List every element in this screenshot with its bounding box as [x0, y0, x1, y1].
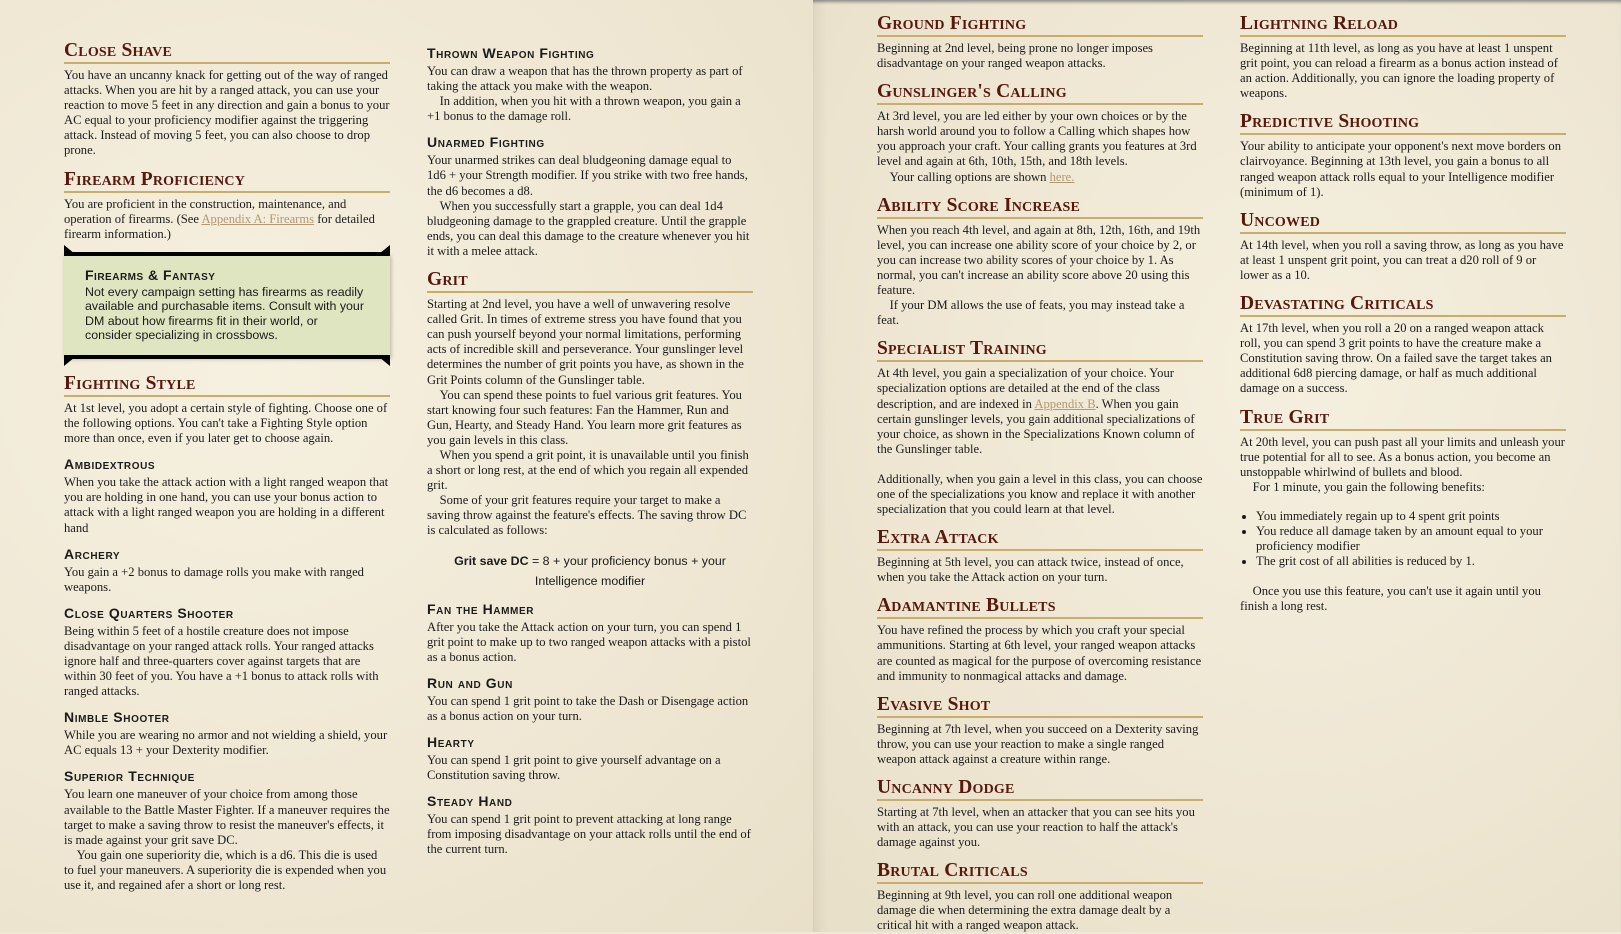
heading-fan-the-hammer: Fan the Hammer [427, 600, 535, 617]
heading-specialist-training: Specialist Training [877, 338, 1203, 362]
paragraph [427, 448, 753, 493]
note-title: Firearms & Fantasy [85, 266, 216, 283]
list-item: • You immediately regain up to 4 spent grit points [1256, 509, 1566, 524]
paragraph [427, 64, 753, 94]
paragraph [427, 753, 753, 783]
paragraph [877, 722, 1203, 767]
paragraph-text: At 14th level, when you roll a saving throw, as long as you have at least 1 unspent grit point, you can treat a d20 roll of 9 or lower as a 10. [1240, 237, 1564, 282]
paragraph [877, 223, 1203, 298]
paragraph [1240, 584, 1566, 614]
paragraph [1240, 139, 1566, 199]
paragraph-text: Your calling options are shown [889, 169, 1050, 184]
heading-close-quarters-shooter: Close Quarters Shooter [64, 604, 234, 621]
paragraph-text: for detailed firearm information.) [64, 211, 375, 241]
paragraph-text: You have refined the process by which you craft your special ammunitions. Starting at 6th level, your ranged weapon attacks are counted as magical for the purpose of overcoming resistance and immunity to nonmagical attacks and damage. [877, 623, 1202, 683]
paragraph [877, 366, 1203, 457]
heading-hearty: Hearty [427, 734, 475, 750]
paragraph [877, 555, 1203, 585]
heading-adamantine-bullets: Adamantine Bullets [877, 595, 1203, 619]
paragraph-text: You learn one maneuver of your choice from among those available to the Battle Master Fighter. If a maneuver requires the target to make a saving throw to resist the maneuver's effects, it is made against your grit save DC. [64, 787, 390, 847]
paragraph [64, 475, 390, 535]
heading-grit: Grit [427, 269, 753, 293]
paragraph [877, 41, 1203, 71]
paragraph-text: Some of your grit features require your target to make a saving throw against the feature's effects. The saving throw DC is calculated as follows: [427, 493, 747, 538]
paragraph [877, 170, 1203, 185]
heading-ambidextrous: Ambidextrous [64, 456, 156, 473]
paragraph-text: At 4th level, you gain a specialization of your choice. Your specialization options are detailed at the end of the class description, and are indexed in [877, 366, 1174, 411]
paragraph-text: Being within 5 feet of a hostile creature does not impose disadvantage on your ranged attack rolls. Your ranged attacks ignore half and three-quarters cover against targets that are within 30 feet of you. You have a +1 bonus to attack rolls with ranged attacks. [64, 623, 379, 699]
heading-extra-attack: Extra Attack [877, 527, 1203, 551]
link-here[interactable]: here. [1049, 169, 1075, 184]
paragraph-text: For 1 minute, you gain the following benefits: [1252, 479, 1485, 494]
paragraph [64, 565, 390, 595]
paragraph-text: Your unarmed strikes can deal bludgeoning damage equal to 1d6 + your Strength modifier. If you strike with two free hands, the d6 becomes a d8. [427, 153, 748, 198]
note-text: Not every campaign setting has firearms as readily available and purchasable items. Consult with your DM about how firearms fit in their world, or consider specializing in crossbows. [85, 284, 364, 343]
list-item: • The grit cost of all abilities is reduced by 1. [1256, 554, 1566, 569]
paragraph-text: When you take the attack action with a light ranged weapon that you are holding in one hand, you can use your bonus action to attack with a light ranged weapon you are holding in a different hand [64, 475, 389, 535]
paragraph [427, 388, 753, 448]
heading-fighting-style: Fighting Style [64, 373, 390, 397]
paragraph [64, 728, 390, 758]
paragraph [427, 694, 753, 724]
paragraph [64, 68, 390, 159]
right-page [813, 0, 1621, 932]
paragraph-text: If your DM allows the use of feats, you may instead take a feat. [877, 298, 1185, 328]
benefits-list [1240, 509, 1566, 569]
heading-true-grit: True Grit [1240, 407, 1566, 431]
paragraph-text: At 1st level, you adopt a certain style of fighting. Choose one of the following options. You can't take a Fighting Style option more than once, even if you later get to choose again. [64, 400, 388, 446]
paragraph-text: You can spend 1 grit point to prevent attacking at long range from imposing disadvantage on your attack rolls until the end of the current turn. [427, 812, 751, 857]
paragraph-text: You are proficient in the construction, maintenance, and operation of firearms. (See [64, 196, 347, 226]
paragraph-text: You gain a +2 bonus to damage rolls you make with ranged weapons. [64, 564, 364, 594]
paragraph [877, 623, 1203, 683]
column-4 [1240, 13, 1566, 614]
paragraph [1240, 480, 1566, 495]
paragraph-text: At 3rd level, you are led either by your own choices or by the harsh world around you to follow a Calling which shapes how you approach your craft. Your calling grants you features at 3rd level and again at 6th, 10th, 15th, and 18th levels. [877, 109, 1197, 169]
paragraph-text: When you reach 4th level, and again at 8th, 12th, 16th, and 19th level, you can increase one ability score of your choice by 2, or you can increase two ability scores of your choice by 1. As normal, you can't increase an ability score above 20 using this feature. [877, 222, 1201, 298]
paragraph-text: You can draw a weapon that has the thrown property as part of taking the attack you make with the weapon. [427, 64, 743, 94]
paragraph [877, 888, 1203, 933]
paragraph [64, 197, 390, 242]
heading-uncanny-dodge: Uncanny Dodge [877, 777, 1203, 801]
paragraph [877, 109, 1203, 169]
heading-lightning-reload: Lightning Reload [1240, 13, 1566, 37]
paragraph [427, 493, 753, 538]
paragraph-text: Once you use this feature, you can't use it again until you finish a long rest. [1240, 584, 1541, 614]
paragraph [1240, 238, 1566, 283]
paragraph [877, 472, 1203, 517]
paragraph-text: You gain one superiority die, which is a d6. This die is used to fuel your maneuvers. A superiority die is expended when you use it, and regained afer a short or long rest. [64, 847, 387, 892]
paragraph [427, 199, 753, 259]
paragraph [1240, 41, 1566, 101]
heading-uncowed: Uncowed [1240, 210, 1566, 234]
paragraph [1240, 435, 1566, 480]
heading-gunslinger-s-calling: Gunslinger's Calling [877, 81, 1203, 105]
paragraph-text: Beginning at 5th level, you can attack twice, instead of once, when you take the Attack action on your turn. [877, 555, 1184, 585]
paragraph-text: When you spend a grit point, it is unavailable until you finish a short or long rest, at the end of which you regain all expended grit. [427, 447, 749, 493]
heading-superior-technique: Superior Technique [64, 768, 195, 785]
paragraph-text: Beginning at 11th level, as long as you have at least 1 unspent grit point, you can reload a firearm as a bonus action instead of an action. Additionally, you can ignore the loading property of weapons. [1240, 41, 1558, 101]
paragraph-text: You can spend 1 grit point to take the Dash or Disengage action as a bonus action on your turn. [427, 693, 749, 723]
heading-ability-score-increase: Ability Score Increase [877, 195, 1203, 219]
heading-ground-fighting: Ground Fighting [877, 13, 1203, 37]
heading-archery: Archery [64, 545, 121, 562]
heading-brutal-criticals: Brutal Criticals [877, 860, 1203, 884]
grit-save-dc-formula [427, 551, 753, 591]
paragraph-text: Your ability to anticipate your opponent's next move borders on clairvoyance. Beginning at 13th level, you gain a bonus to all ranged weapon attack rolls equal to your Intelligence modifier (minimum of 1). [1240, 139, 1562, 199]
paragraph [64, 848, 390, 893]
note-corner-ornament [379, 357, 390, 366]
heading-steady-hand: Steady Hand [427, 793, 513, 810]
paragraph-text: You can spend these points to fuel various grit features. You start knowing four such features: Fan the Hammer, Run and Gun, Hearty, and Steady Hand. You learn more grit features as you gain levels in this class. [427, 387, 742, 447]
paragraph-text: You have an uncanny knack for getting out of the way of ranged attacks. When you are hit by a ranged attack, you can use your reaction to move 5 feet in any direction and gain a bonus to your AC equal to your proficiency modifier against the triggering attack. Instead of moving 5 feet, you can also choose to drop prone. [64, 68, 390, 158]
paragraph-text: At 20th level, you can push past all your limits and unleash your true potential for all to see. As a bonus action, you become an unstoppable whirlwind of bullets and blood. [1240, 434, 1565, 479]
sidebar-note [64, 254, 390, 357]
paragraph-text: When you successfully start a grapple, you can deal 1d4 bludgeoning damage to the grappled creature. Until the grapple ends, you can deal this damage to the creature whenever you hit it with a melee attack. [427, 198, 750, 258]
paragraph-text: Starting at 2nd level, you have a well of unwavering resolve called Grit. In times of extreme stress you have found that you can push yourself beyond your normal limitations, performing acts of incredible skill and perseverance. Your gunslinger level determines the number of grit points you have, as shown in the Grit Points column of the Gunslinger table. [427, 297, 744, 387]
heading-devastating-criticals: Devastating Criticals [1240, 293, 1566, 317]
paragraph [427, 153, 753, 198]
paragraph-text: Starting at 7th level, when an attacker that you can see hits you with an attack, you can use your reaction to half the attack's damage against you. [877, 805, 1195, 850]
paragraph [427, 297, 753, 388]
paragraph-text: Beginning at 9th level, you can roll one additional weapon damage die when determining the extra damage dealt by a critical hit with a ranged weapon attack. [877, 888, 1173, 933]
paragraph [64, 401, 390, 446]
heading-thrown-weapon-fighting: Thrown Weapon Fighting [427, 45, 595, 61]
note-corner-ornament [64, 245, 75, 254]
paragraph [64, 624, 390, 699]
paragraph-text: . When you gain certain gunslinger levels, you gain additional specializations of your choice, as shown in the Specializations Known column of the Gunslinger table. [877, 396, 1195, 456]
column-1 [64, 40, 390, 893]
heading-run-and-gun: Run and Gun [427, 674, 513, 691]
paragraph-text: Additionally, when you gain a level in this class, you can choose one of the specializations you know and replace it with another specialization that you could learn at that level. [877, 471, 1203, 517]
paragraph-text: While you are wearing no armor and not wielding a shield, your AC equals 13 + your Dexterity modifier. [64, 728, 388, 758]
note-corner-ornament [64, 357, 75, 366]
paragraph-text: After you take the Attack action on your turn, you can spend 1 grit point to make up to two ranged weapon attacks with a pistol as a bonus action. [427, 619, 751, 664]
heading-firearm-proficiency: Firearm Proficiency [64, 169, 390, 193]
paragraph [64, 787, 390, 847]
heading-unarmed-fighting: Unarmed Fighting [427, 134, 545, 151]
paragraph-text: In addition, when you hit with a thrown weapon, you gain a +1 bonus to the damage roll. [427, 94, 741, 124]
column-2 [427, 45, 753, 857]
note-corner-ornament [379, 245, 390, 254]
heading-close-shave: Close Shave [64, 40, 390, 64]
formula-label: Grit save DC [454, 553, 529, 568]
paragraph [877, 805, 1203, 850]
list-item: • You reduce all damage taken by an amount equal to your proficiency modifier [1256, 524, 1566, 554]
paragraph [427, 94, 753, 124]
paragraph-text: Beginning at 2nd level, being prone no longer imposes disadvantage on your ranged weapon attacks. [877, 41, 1153, 71]
paragraph [877, 298, 1203, 328]
link-appendix-b[interactable]: Appendix B [1034, 396, 1096, 411]
heading-predictive-shooting: Predictive Shooting [1240, 111, 1566, 135]
paragraph-text: At 17th level, when you roll a 20 on a ranged weapon attack roll, you can spend 3 grit points to have the creature make a Constitution saving throw. On a failed save the target takes an additional 6d8 piercing damage, or half as much additional damage on a success. [1240, 321, 1552, 396]
link-appendix-a-firearms[interactable]: Appendix A: Firearms [201, 211, 315, 226]
paragraph [427, 812, 753, 857]
formula-text: = 8 + your proficiency bonus + your Intelligence modifier [528, 553, 726, 588]
paragraph-text: You can spend 1 grit point to give yourself advantage on a Constitution saving throw. [427, 753, 721, 783]
paragraph [427, 620, 753, 665]
heading-evasive-shot: Evasive Shot [877, 694, 1203, 718]
paragraph [1240, 321, 1566, 396]
paragraph-text: Beginning at 7th level, when you succeed on a Dexterity saving throw, you can use your reaction to make a single ranged weapon attack against a creature within range. [877, 721, 1199, 766]
column-3 [877, 13, 1203, 934]
heading-nimble-shooter: Nimble Shooter [64, 709, 170, 726]
